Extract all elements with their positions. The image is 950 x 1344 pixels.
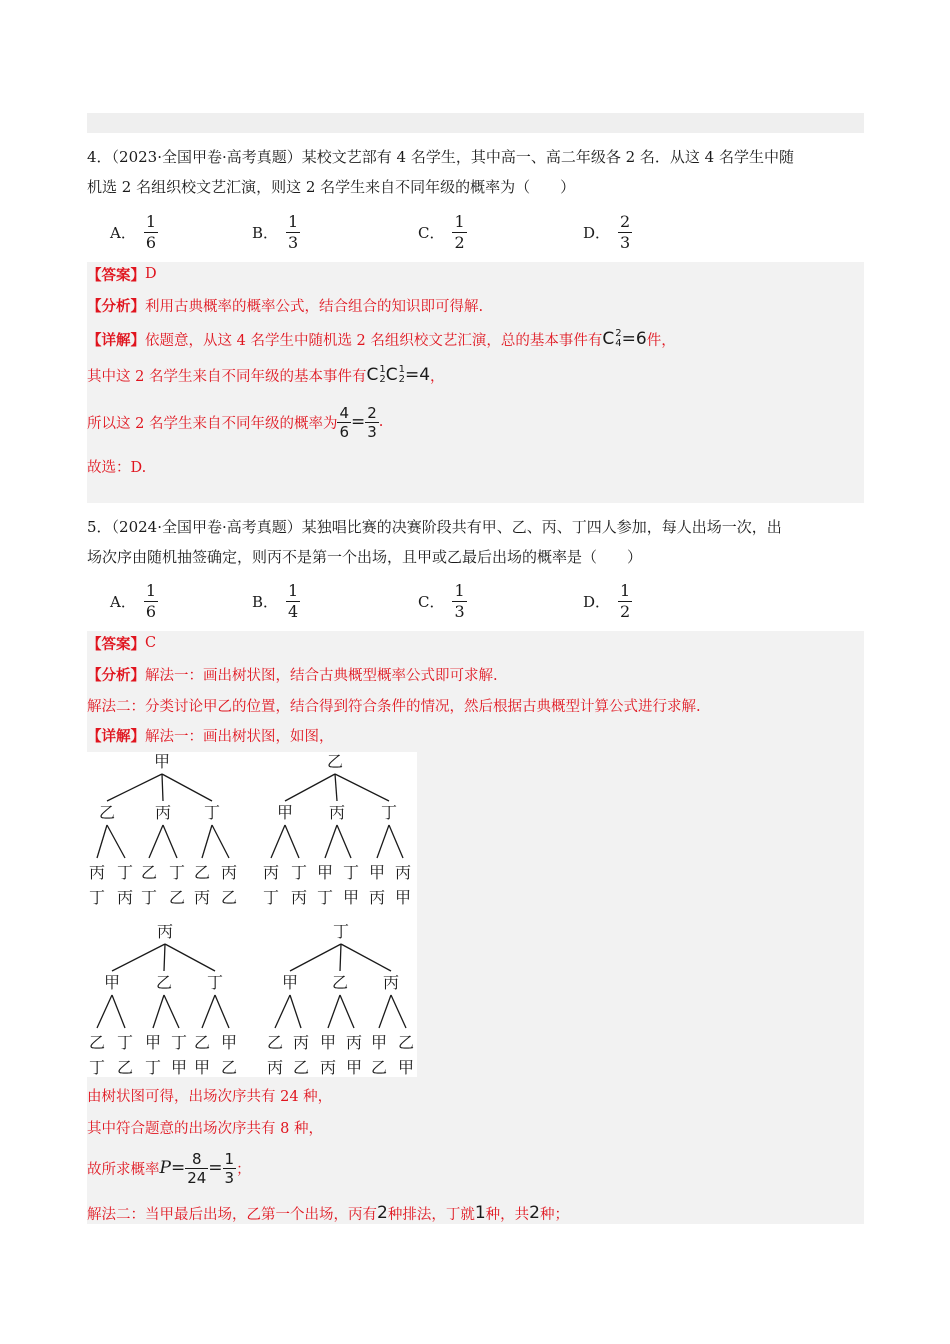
tree-level-3-node: 乙 [266,1033,284,1052]
count-value: 2 [529,1203,540,1223]
option-fraction [452,581,466,622]
tree-level-4-node: 丙 [368,888,386,907]
tree-level-2-node: 丁 [203,803,221,822]
q5-method-2-intro: 解法二：分类讨论甲乙的位置，结合得到符合条件的情况，然后根据古典概型计算公式进行求解. [87,698,701,715]
tree-branch [165,944,215,971]
tree-level-3-node: 乙 [193,863,211,882]
tree-level-3-node: 甲 [316,863,334,882]
q4-option-c[interactable] [418,207,467,257]
tree-branch [335,774,337,801]
q5-analysis-line [87,662,498,686]
comb-symbol: C [602,329,615,349]
tree-branch [340,944,341,971]
q5-option-a[interactable] [110,576,158,626]
tree-branch [328,995,340,1028]
tree-level-2-node: 丁 [380,803,398,822]
tree-level-4-node: 丁 [88,888,106,907]
tree-branch [215,995,229,1028]
tree-level-2-node: 乙 [98,803,116,822]
numerator: 1 [288,211,299,231]
tree-branch [335,774,389,801]
tree-level-3-node: 丁 [116,1033,134,1052]
probability-expression [160,1150,237,1187]
tree-level-3-node: 乙 [193,1033,211,1052]
option-label: B． [252,592,279,611]
tree-level-3-node: 丙 [262,863,280,882]
tree-level-4-node: 乙 [220,1058,238,1077]
option-label: D． [583,223,611,242]
q4-answer-line [87,262,157,286]
tree-level-2-node: 丁 [206,973,224,992]
tree-branch [153,995,164,1028]
numerator: 8 [191,1149,202,1168]
tree-level-3-node: 乙 [397,1033,415,1052]
tree-level-2-node: 丙 [154,803,172,822]
tree-level-4-node: 丙 [290,888,308,907]
denominator: 3 [620,232,631,252]
option-label: A． [110,592,136,611]
tree-diagram [87,752,417,1077]
tree-level-3-node: 丁 [170,1033,188,1052]
q4-detail-line-1 [87,324,676,354]
tree-diagram-svg [87,752,417,1077]
option-fraction [144,581,158,622]
tree-level-3-node: 丁 [168,863,186,882]
tree-level-4-node: 甲 [193,1058,211,1077]
denominator: 2 [620,601,631,621]
answer-tag: 【答案】 [87,635,145,653]
tree-branch [112,995,125,1028]
tree-branch [163,825,177,858]
tree-branch [285,825,299,858]
numerator: 1 [620,580,631,600]
option-label: A． [110,223,136,242]
tree-branch [162,774,163,801]
tree-root-node: 丙 [156,922,174,941]
tree-level-2-node: 丙 [328,803,346,822]
tree-level-4-node: 甲 [342,888,360,907]
tree-level-4-node: 乙 [220,888,238,907]
equals-sign: = [351,412,366,432]
period: . [378,414,384,430]
tree-level-4-node: 丙 [266,1058,284,1077]
comb-value: =4 [404,365,431,385]
numerator: 1 [145,580,157,600]
comb-sup: 1 [398,364,405,375]
combination-expression [602,329,646,349]
tree-branch [202,995,215,1028]
tree-level-4-node: 乙 [292,1058,310,1077]
tree-branch [162,774,212,801]
tree-branch [112,944,165,971]
analysis-tag: 【分析】 [87,666,145,684]
numerator: 4 [339,403,349,422]
analysis-tag: 【分析】 [87,297,145,315]
tree-level-4-node: 甲 [394,888,412,907]
tree-level-3-node: 丁 [116,863,134,882]
comb-sup: 2 [615,328,622,339]
count-value: 2 [377,1203,388,1223]
tree-level-4-node: 乙 [168,888,186,907]
tree-branch [379,995,391,1028]
denominator: 3 [224,1168,235,1187]
tree-branch [337,825,351,858]
q5-answer-line [87,631,156,655]
tree-level-3-node: 甲 [319,1033,337,1052]
question-5-line-2: 场次序由随机抽签确定，则丙不是第一个出场，且甲或乙最后出场的概率是（ ） [87,548,643,566]
option-fraction [286,581,300,622]
tree-branch [290,995,301,1028]
probability-expression [337,404,378,441]
tree-level-2-node: 丙 [382,973,400,992]
tree-branch [341,944,391,971]
option-label: D． [583,592,611,611]
tree-branch [271,825,285,858]
tree-level-3-node: 乙 [140,863,158,882]
question-4-text [87,142,867,202]
denominator: 3 [288,232,299,252]
denominator: 6 [145,601,157,621]
tree-level-2-node: 乙 [155,973,173,992]
denominator: 2 [454,232,465,252]
tree-level-4-node: 乙 [370,1058,388,1077]
tree-level-2-node: 甲 [103,973,121,992]
tree-branch [389,825,403,858]
method-2-text: 解法二：当甲最后出场，乙第一个出场，丙有 [87,1206,377,1223]
q5-option-d[interactable] [583,576,632,626]
detail-text: 其中这 2 名学生来自不同年级的基本事件有 [87,368,367,385]
equals-sign: = [170,1158,186,1178]
q5-option-c[interactable] [418,576,467,626]
tree-level-3-node: 丙 [88,863,106,882]
tree-level-4-node: 丙 [116,888,134,907]
tree-branch [377,825,389,858]
answer-value: C [145,635,157,651]
denominator: 3 [454,601,465,621]
option-fraction [618,581,632,622]
denominator: 24 [187,1168,207,1187]
numerator: 1 [224,1149,235,1168]
semicolon: ； [236,1161,251,1178]
q4-detail-line-4: 故选：D. [87,459,147,476]
method-2-text: 种，共 [485,1206,530,1223]
q4-detail-line-2 [87,360,445,390]
tree-branch [340,995,354,1028]
q4-option-a[interactable] [110,207,158,257]
top-gray-strip [87,113,864,133]
equals-sign: = [208,1158,223,1178]
question-5-line-1: 5．（2024·全国甲卷·高考真题）某独唱比赛的决赛阶段共有甲、乙、丙、丁四人参加，每人出场一次，出 [87,518,782,536]
detail-text: 依题意，从这 4 名学生中随机选 2 名组织校文艺汇演，总的基本事件有 [145,332,603,349]
option-label: B． [252,223,279,242]
q5-result-line-3 [87,1145,251,1191]
q5-result-line-2: 其中符合题意的出场次序共有 8 种， [87,1120,323,1137]
option-label: C． [418,592,445,611]
comb-sub: 4 [615,338,622,349]
tree-level-4-node: 丁 [316,888,334,907]
tree-level-3-node: 丙 [292,1033,310,1052]
option-fraction [144,212,158,253]
numerator: 1 [288,580,299,600]
detail-text-suffix: 件， [646,332,676,349]
q4-analysis-line [87,293,483,317]
q5-detail-line [87,723,334,747]
numerator: 1 [454,580,465,600]
tree-level-4-node: 丁 [144,1058,162,1077]
q5-method-2-line [87,1201,569,1225]
analysis-text: 利用古典概率的概率公式，结合组合的知识即可得解. [145,298,484,315]
tree-branch [275,995,290,1028]
option-fraction [286,212,300,253]
denominator: 4 [288,601,299,621]
question-5-text [87,512,867,572]
combination-expression [366,365,430,385]
denominator: 3 [367,422,377,441]
tree-branch [391,995,406,1028]
tree-level-3-node: 丁 [342,863,360,882]
question-5-options [87,576,867,626]
tree-branch [107,774,162,801]
comb-sup: 1 [379,364,386,375]
tree-level-3-node: 乙 [88,1033,106,1052]
tree-branch [325,825,337,858]
tree-level-4-node: 丁 [140,888,158,907]
method-2-text: 种排法，丁就 [387,1206,475,1223]
denominator: 6 [339,422,349,441]
tree-level-4-node: 甲 [397,1058,415,1077]
q4-option-d[interactable] [583,207,632,257]
analysis-text: 解法一：画出树状图，结合古典概型概率公式即可求解. [145,667,498,684]
tree-level-4-node: 丁 [88,1058,106,1077]
comb-sub: 2 [398,374,405,385]
question-4-options [87,207,867,257]
detail-tag: 【详解】 [87,331,145,349]
option-label: C． [418,223,445,242]
comb-symbol: C [366,365,379,385]
tree-level-3-node: 甲 [368,863,386,882]
option-fraction [452,212,466,253]
tree-branch [290,944,341,971]
comb-symbol: C [385,365,398,385]
question-4-line-2: 机选 2 名组织校文艺汇演，则这 2 名学生来自不同年级的概率为（ ） [87,178,576,196]
answer-value: D [145,266,157,282]
tree-branch [285,774,335,801]
tree-level-2-node: 甲 [276,803,294,822]
tree-level-4-node: 乙 [116,1058,134,1077]
result-text: 故所求概率 [87,1161,160,1178]
answer-tag: 【答案】 [87,266,145,284]
tree-level-4-node: 丁 [262,888,280,907]
q4-option-b[interactable] [252,207,300,257]
numerator: 2 [367,403,377,422]
numerator: 1 [454,211,465,231]
tree-level-3-node: 甲 [220,1033,238,1052]
tree-level-4-node: 丙 [193,888,211,907]
tree-level-3-node: 丙 [345,1033,363,1052]
question-4-solution-box [87,262,864,503]
option-fraction [618,212,632,253]
tree-level-3-node: 丙 [220,863,238,882]
tree-branch [107,825,125,858]
tree-level-2-node: 甲 [281,973,299,992]
numerator: 1 [145,211,157,231]
detail-text-suffix: ， [430,368,445,385]
q5-option-b[interactable] [252,576,300,626]
tree-branch [97,995,112,1028]
method-2-text: 种； [539,1206,569,1223]
tree-level-3-node: 丁 [290,863,308,882]
tree-branch [149,825,163,858]
detail-text: 所以这 2 名学生来自不同年级的概率为 [87,415,338,432]
tree-level-3-node: 丙 [394,863,412,882]
denominator: 6 [145,232,157,252]
tree-level-4-node: 甲 [170,1058,188,1077]
count-value: 1 [474,1203,486,1223]
question-4-line-1: 4．（2023·全国甲卷·高考真题）某校文艺部有 4 名学生，其中高一、高二年级各 2 名．从这 4 名学生中随 [87,148,794,166]
detail-tag: 【详解】 [87,727,145,745]
tree-branch [97,825,107,858]
tree-level-4-node: 丙 [319,1058,337,1077]
tree-root-node: 甲 [153,752,171,771]
comb-sub: 2 [379,374,386,385]
tree-level-2-node: 乙 [331,973,349,992]
tree-branch [202,825,212,858]
comb-value: =6 [621,329,647,349]
tree-level-3-node: 甲 [144,1033,162,1052]
tree-branch [212,825,229,858]
numerator: 2 [620,211,631,231]
tree-level-3-node: 甲 [370,1033,388,1052]
tree-root-node: 乙 [326,752,344,771]
tree-level-4-node: 甲 [345,1058,363,1077]
q5-result-line-1: 由树状图可得，出场次序共有 24 种， [87,1088,333,1105]
tree-branch [164,944,165,971]
q4-detail-line-3 [87,399,383,445]
detail-text: 解法一：画出树状图，如图， [145,728,334,745]
tree-root-node: 丁 [332,922,350,941]
probability-symbol: P [159,1158,171,1178]
tree-branch [164,995,179,1028]
